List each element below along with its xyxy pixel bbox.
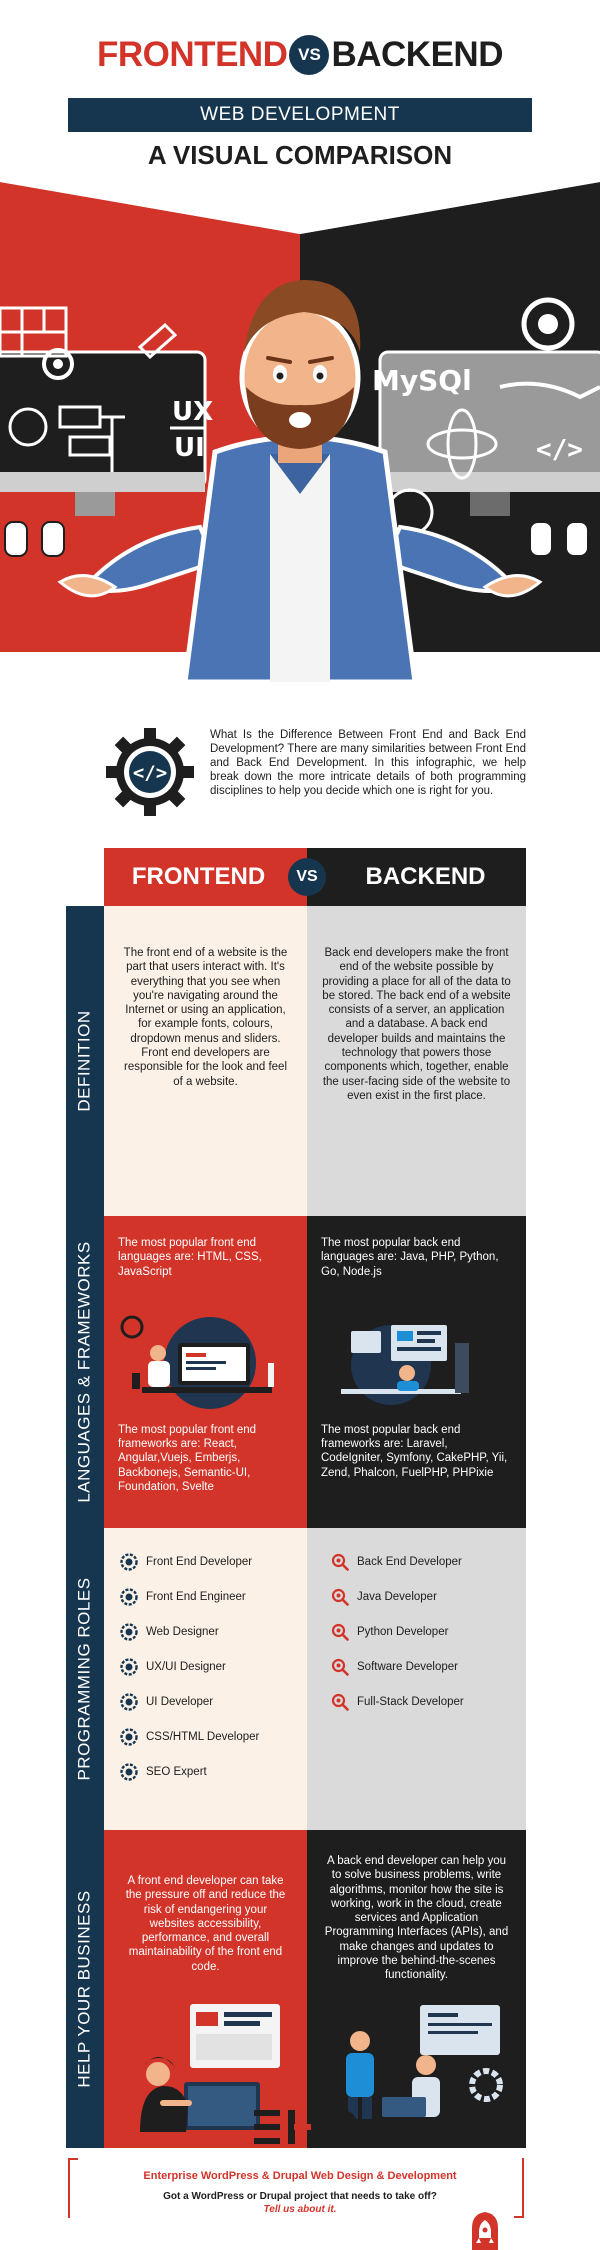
- list-item: UI Developer: [120, 1684, 307, 1719]
- search-gear-icon: [331, 1588, 349, 1606]
- business-frontend-text: A front end developer can take the pressure off and reduce the risk of endangering your websites accessibility, performance, and overall maintainability of the front end code.: [125, 1875, 286, 1973]
- search-gear-icon: [331, 1553, 349, 1571]
- backend-developer-desk-icon: [321, 1303, 511, 1413]
- table-header: [104, 848, 526, 906]
- definition-frontend-text: The front end of a website is the part that users interact with. It's everything that you see when you're navigating around the Internet or using an application, for example fonts, colours, dropdown menus and sliders. Front end developers are responsible for the look and feel of a website.: [123, 947, 288, 1088]
- intro-section: [0, 718, 600, 838]
- settings-badge-icon: [120, 1553, 138, 1571]
- hero-svg: [0, 182, 600, 702]
- settings-badge-icon: [120, 1728, 138, 1746]
- rocket-icon[interactable]: [468, 2212, 502, 2250]
- list-item: Back End Developer: [331, 1544, 526, 1579]
- frontend-developer-desk-icon: [118, 1303, 293, 1413]
- subtitle: A VISUAL COMPARISON: [147, 140, 453, 170]
- list-item: Java Developer: [331, 1579, 526, 1614]
- list-item: CSS/HTML Developer: [120, 1719, 307, 1754]
- footer-company: Enterprise WordPress & Drupal Web Design & Development: [143, 2170, 457, 2182]
- frontend-frameworks-text: The most popular front end frameworks are: React, Angular,Vuejs, Emberjs, Backbonejs, Semantic-UI, Foundation, Svelte: [118, 1423, 257, 1494]
- svg-text:</>: </>: [536, 435, 583, 465]
- languages-frontend-cell: [104, 1216, 307, 1528]
- list-item: SEO Expert: [120, 1754, 307, 1789]
- languages-label: LANGUAGES & FRAMEWORKS: [66, 1216, 104, 1528]
- settings-badge-icon: [120, 1623, 138, 1641]
- code-gear-icon: [104, 726, 196, 818]
- backend-frameworks-text: The most popular back end frameworks are: Laravel, CodeIgniter, Symfony, CakePHP, Yii, Zend, Phalcon, FuelPHP, PHPixie: [321, 1423, 508, 1479]
- list-item: Python Developer: [331, 1614, 526, 1649]
- search-gear-icon: [331, 1658, 349, 1676]
- roles-label: PROGRAMMING ROLES: [66, 1528, 104, 1830]
- title-frontend: FRONTEND: [97, 35, 288, 74]
- list-item: Front End Developer: [120, 1544, 307, 1579]
- frontend-roles-list: [120, 1544, 307, 1789]
- roles-row: [66, 1528, 526, 1830]
- list-item: Software Developer: [331, 1649, 526, 1684]
- header: [0, 0, 600, 180]
- backend-roles-list: [331, 1544, 526, 1719]
- footer-cta-link[interactable]: Tell us about it.: [263, 2204, 337, 2215]
- table-head-frontend: FRONTEND: [104, 848, 307, 906]
- intro-text: What Is the Difference Between Front End and Back End Development? There are many similarities between Front End and Back End Development. In this infographic, we help break down the more intricate details of both programming disciplines to help you decide which one is right for you.: [210, 729, 526, 797]
- search-gear-icon: [331, 1623, 349, 1641]
- web-development-banner: WEB DEVELOPMENT: [68, 98, 532, 132]
- hero-ux-label: UX: [172, 397, 214, 427]
- list-item: UX/UI Designer: [120, 1649, 307, 1684]
- footer: [0, 2100, 600, 2250]
- definition-label: DEFINITION: [66, 906, 104, 1216]
- hero-illustration: [0, 182, 600, 702]
- backend-languages-text: The most popular back end languages are: Java, PHP, Python, Go, Node.js: [321, 1237, 499, 1278]
- settings-badge-icon: [120, 1763, 138, 1781]
- page-title: [0, 30, 600, 80]
- business-label: HELP YOUR BUSINESS: [66, 1830, 104, 2148]
- list-item: Front End Engineer: [120, 1579, 307, 1614]
- settings-badge-icon: [120, 1693, 138, 1711]
- table-head-backend: BACKEND: [307, 848, 526, 906]
- hero-mysql-label: MySQl: [372, 364, 472, 397]
- svg-text:</>: </>: [132, 762, 168, 784]
- hero-ui-label: UI: [174, 433, 205, 463]
- roles-frontend-cell: [104, 1528, 307, 1830]
- settings-badge-icon: [120, 1588, 138, 1606]
- definition-row: [66, 906, 526, 1216]
- languages-backend-cell: [307, 1216, 526, 1528]
- roles-backend-cell: [307, 1528, 526, 1830]
- ehd-logo: [250, 2108, 360, 2146]
- search-gear-icon: [331, 1693, 349, 1711]
- list-item: Full-Stack Developer: [331, 1684, 526, 1719]
- title-vs-badge: VS: [289, 35, 329, 75]
- list-item: Web Designer: [120, 1614, 307, 1649]
- table-head-vs-badge: VS: [288, 858, 326, 896]
- definition-backend-text: Back end developers make the front end of the website possible by providing a place for all of the data to be stored. The back end of a website consists of a server, an application and a database. A back end developer builds and maintains the technology that powers those components which, together, enable the user-facing side of the website to even exist in the first place.: [322, 947, 511, 1102]
- business-backend-text: A back end developer can help you to solve business problems, write algorithms, monitor how the site is working, work in the cloud, create services and Application Programming Interfaces (APIs), and make changes and updates to improve the behind-the-scenes functionality.: [324, 1855, 509, 1982]
- title-backend: BACKEND: [331, 35, 503, 74]
- frontend-languages-text: The most popular front end languages are: HTML, CSS, JavaScript: [118, 1237, 262, 1278]
- languages-row: [66, 1216, 526, 1528]
- definition-frontend-cell: [104, 906, 307, 1216]
- definition-backend-cell: [307, 906, 526, 1216]
- footer-question: Got a WordPress or Drupal project that needs to take off?: [163, 2191, 437, 2202]
- settings-badge-icon: [120, 1658, 138, 1676]
